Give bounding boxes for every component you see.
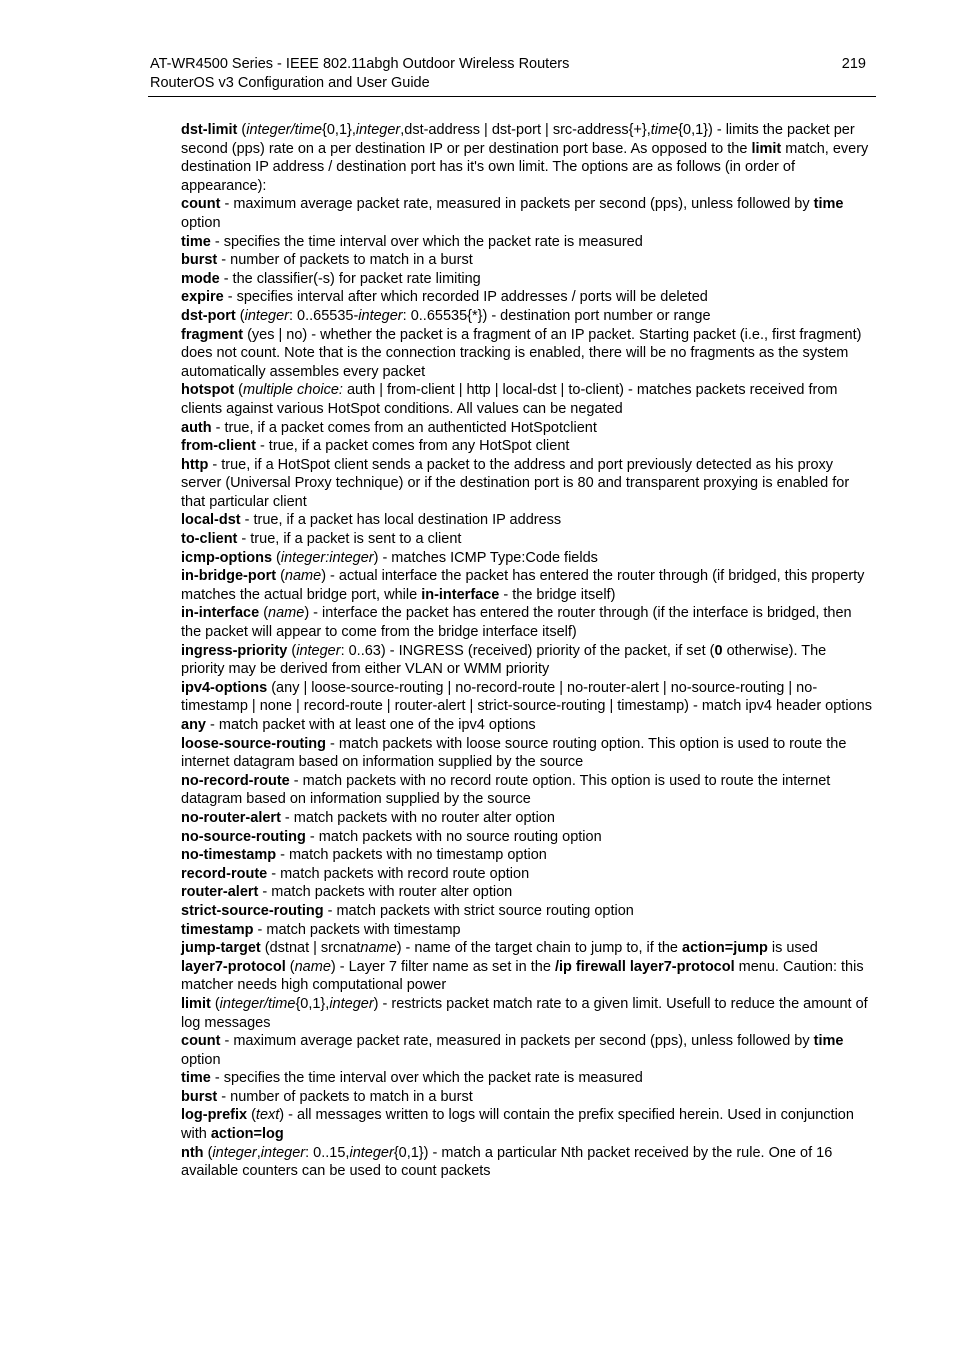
entry-text: option: [181, 1051, 221, 1068]
entry-text: ) - restricts packet match rate to a given limit. Usefull to reduce the amount of log messages: [181, 995, 868, 1031]
term-name: nth: [181, 1144, 204, 1161]
entry-text: is used: [767, 940, 818, 957]
term-name: loose-source-routing: [181, 735, 327, 752]
term-name: 0: [714, 642, 723, 659]
entry-text: - match packets with no source routing option: [305, 828, 602, 845]
definition-entry: [181, 567, 873, 604]
entry-text: - match packets with loose source routing option. This option is used to route the internet datagram based on information supplied by the source: [181, 735, 847, 771]
definition-entry: [181, 828, 873, 847]
term-name: count: [181, 1033, 221, 1050]
term-name: auth: [181, 419, 212, 436]
entry-text: - number of packets to match in a burst: [217, 252, 473, 269]
entry-text: - true, if a packet is sent to a client: [237, 531, 462, 548]
definition-entry: [181, 1069, 873, 1088]
type-spec: time: [650, 122, 679, 138]
entry-text: option: [181, 214, 221, 231]
definition-entry: [181, 549, 873, 568]
term-name: jump-target: [181, 940, 261, 957]
type-spec: integer: [349, 1144, 394, 1161]
entry-text: ) - actual interface the packet has entered the router through (if bridged, this property matches the actual bridge port, while: [181, 568, 865, 603]
definition-entry: [181, 307, 873, 326]
entry-text: - true, if a packet comes from an authenticted HotSpotclient: [211, 419, 597, 436]
entry-text: otherwise). The priority may be derived from either VLAN or WMM priority: [181, 642, 827, 678]
entry-text: auth | from-client | http | local-dst | to-client) - matches packets received from clients against various HotSpot conditions. All values can be negated: [181, 382, 838, 417]
entry-text: (: [259, 605, 269, 622]
term-name: dst-limit: [181, 122, 238, 138]
term-name: any: [181, 717, 206, 733]
type-spec: name: [294, 958, 331, 975]
term-name: from-client: [181, 438, 256, 455]
definition-entry: [181, 902, 873, 921]
term-name: router-alert: [181, 884, 259, 901]
header-title-line1: AT-WR4500 Series - IEEE 802.11abgh Outdoor Wireless Routers: [150, 56, 570, 72]
entry-text: - match packets with strict source routing option: [323, 902, 634, 919]
term-name: /ip firewall layer7-protocol: [554, 958, 735, 975]
definition-entry: [181, 809, 873, 828]
definition-entry: [181, 288, 873, 307]
term-name: limit: [181, 995, 211, 1012]
definition-entry: [181, 642, 873, 679]
term-name: expire: [181, 289, 224, 306]
definition-entry: [181, 772, 873, 809]
entry-text: : 0..15,: [305, 1144, 350, 1161]
term-name: ingress-priority: [181, 642, 288, 659]
type-spec: integer: [296, 642, 341, 659]
definition-entry: [181, 195, 873, 232]
term-name: in-bridge-port: [181, 568, 277, 585]
definition-entry: [181, 1032, 873, 1069]
entry-text: (: [237, 122, 247, 138]
term-name: hotspot: [181, 382, 235, 399]
entry-text: - the bridge itself): [499, 586, 616, 603]
page-number: 219: [841, 56, 866, 72]
definition-entry: [181, 865, 873, 884]
definition-entry: [181, 233, 873, 252]
definition-entry: [181, 381, 873, 418]
definition-entry: [181, 1088, 873, 1107]
definition-entry: [181, 958, 873, 995]
entry-text: - specifies the time interval over which the packet rate is measured: [210, 1070, 643, 1087]
type-spec: text: [255, 1107, 280, 1124]
entry-text: (: [272, 549, 281, 566]
definition-entry: [181, 604, 873, 641]
entry-text: - number of packets to match in a burst: [217, 1088, 473, 1105]
type-spec: integer: [355, 122, 401, 138]
entry-text: {0,1},: [295, 995, 330, 1012]
entry-text: - true, if a packet has local destination IP address: [240, 512, 562, 529]
type-spec: integer/time: [246, 122, 323, 138]
definition-entry: [181, 735, 873, 772]
entry-text: ) - interface the packet has entered the router through (if the interface is bridged, then the packet will appear to come from the bridge interface itself): [181, 605, 852, 641]
term-name: http: [181, 456, 209, 473]
type-spec: integer: [260, 1144, 306, 1161]
definition-entry: [181, 326, 873, 382]
term-name: record-route: [181, 865, 268, 882]
definition-entry: [181, 1144, 873, 1181]
entry-text: (: [287, 642, 297, 659]
entry-text: ) - name of the target chain to jump to, if the: [396, 940, 683, 957]
type-spec: integer:integer: [280, 549, 374, 566]
entry-text: - maximum average packet rate, measured in packets per second (pps), unless followed by: [220, 196, 814, 213]
entry-text: - match packets with no timestamp option: [276, 847, 547, 864]
entry-text: - match packets with router alter option: [258, 884, 513, 901]
term-name: timestamp: [181, 921, 254, 938]
entry-text: - maximum average packet rate, measured in packets per second (pps), unless followed by: [220, 1033, 814, 1050]
definition-entry: [181, 270, 873, 289]
type-spec: name: [360, 940, 397, 957]
term-name: action=log: [210, 1126, 284, 1143]
term-name: no-source-routing: [181, 828, 306, 845]
definition-entry: [181, 939, 873, 958]
type-spec: integer/time: [219, 995, 296, 1012]
entry-text: (: [247, 1107, 256, 1124]
term-name: local-dst: [181, 512, 241, 529]
term-name: dst-port: [181, 307, 236, 324]
term-name: limit: [751, 140, 782, 157]
entry-text: (: [235, 307, 245, 324]
entry-text: - specifies interval after which recorded IP addresses / ports will be deleted: [223, 289, 708, 306]
term-name: time: [181, 233, 211, 250]
entry-text: - match packets with record route option: [267, 865, 530, 882]
entry-text: : 0..63) - INGRESS (received) priority of the packet, if set (: [340, 642, 715, 659]
term-name: time: [181, 1070, 211, 1087]
definition-entry: [181, 1106, 873, 1143]
header-title-line2: RouterOS v3 Configuration and User Guide: [150, 75, 430, 91]
definition-entry: [181, 251, 873, 270]
entry-text: - match packets with no record route option. This option is used to route the internet datagram based on information supplied by the source: [181, 772, 831, 808]
term-name: time: [813, 196, 844, 213]
term-name: no-timestamp: [181, 847, 277, 864]
term-name: layer7-protocol: [181, 958, 286, 975]
entry-text: (yes | no) - whether the packet is a fragment of an IP packet. Starting packet (i.e., first fragment) does not count. Note that is the connection tracking is enabled, there will be no fragments as the system automatically assembles every packet: [181, 326, 862, 380]
page-header: [150, 55, 866, 93]
entry-text: - specifies the time interval over which the packet rate is measured: [210, 233, 643, 250]
type-spec: integer: [212, 1144, 257, 1161]
type-spec: integer: [244, 307, 289, 324]
entry-text: match, every destination IP address / destination port has it's own limit. The options are as follows (in order of appearance):: [181, 140, 869, 194]
term-name: no-router-alert: [181, 809, 281, 826]
entry-text: menu. Caution: this matcher needs high computational power: [181, 958, 864, 994]
entry-text: - the classifier(-s) for packet rate limiting: [219, 270, 481, 287]
definition-entry: [181, 995, 873, 1032]
term-name: burst: [181, 1088, 218, 1105]
type-spec: name: [268, 605, 305, 622]
definition-entry: [181, 456, 873, 512]
term-name: no-record-route: [181, 772, 290, 789]
term-name: in-interface: [421, 586, 500, 603]
entry-text: - true, if a HotSpot client sends a packet to the address and port previously detected as his proxy server (Universal Proxy technique) or if the destination port is 80 and transparent proxying is enabled for that particular client: [181, 456, 850, 510]
definition-entry: [181, 511, 873, 530]
term-name: icmp-options: [181, 549, 273, 566]
entry-text: (any | loose-source-routing | no-record-route | no-router-alert | no-source-routing | no-timestamp | none | record-route | router-alert | strict-source-routing | timestamp) - match ipv4 header options: [181, 679, 872, 715]
entry-text: (: [276, 568, 285, 585]
definition-entry: [181, 716, 873, 735]
definition-entry: [181, 419, 873, 438]
term-name: fragment: [181, 326, 244, 343]
type-spec: integer: [329, 995, 374, 1012]
entry-text: ) - Layer 7 filter name as set in the: [330, 958, 555, 975]
definition-entry: [181, 921, 873, 940]
type-spec: integer: [358, 307, 403, 324]
term-name: action=jump: [682, 940, 768, 957]
definition-list: [181, 121, 873, 1181]
entry-text: (: [210, 995, 220, 1012]
term-name: in-interface: [181, 605, 260, 622]
entry-text: - match packets with no router alter option: [280, 809, 555, 826]
term-name: mode: [181, 270, 220, 287]
term-name: time: [813, 1033, 844, 1050]
entry-text: {0,1}) - limits the packet per second (pps) rate on a per destination IP or per destination port base. As opposed to the: [181, 122, 855, 157]
entry-text: - match packet with at least one of the ipv4 options: [206, 717, 536, 733]
entry-text: {0,1}) - match a particular Nth packet received by the rule. One of 16 available counters can be used to count packets: [181, 1144, 833, 1180]
entry-text: {0,1},: [322, 122, 356, 138]
definition-entry: [181, 846, 873, 865]
definition-entry: [181, 530, 873, 549]
entry-text: : 0..65535{*}) - destination port number or range: [402, 307, 711, 324]
entry-text: (: [203, 1144, 213, 1161]
type-spec: name: [284, 568, 322, 585]
type-spec: multiple choice:: [243, 382, 343, 399]
entry-text: (dstnat | srcnat: [260, 940, 361, 957]
entry-text: ,: [256, 1144, 261, 1161]
entry-text: (: [234, 382, 244, 399]
definition-entry: [181, 437, 873, 456]
entry-text: : 0..65535-: [288, 307, 359, 324]
entry-text: ,dst-address | dst-port | src-address{+},: [400, 122, 651, 138]
definition-entry: [181, 121, 873, 195]
definition-entry: [181, 679, 873, 716]
term-name: log-prefix: [181, 1107, 248, 1124]
header-divider: [148, 96, 876, 97]
term-name: count: [181, 196, 221, 213]
entry-text: (: [285, 958, 295, 975]
term-name: strict-source-routing: [181, 902, 324, 919]
entry-text: ) - all messages written to logs will contain the prefix specified herein. Used in conjunction with: [181, 1107, 854, 1143]
term-name: ipv4-options: [181, 679, 268, 696]
entry-text: ) - matches ICMP Type:Code fields: [373, 549, 598, 566]
term-name: to-client: [181, 531, 238, 548]
term-name: burst: [181, 252, 218, 269]
entry-text: - true, if a packet comes from any HotSpot client: [255, 438, 570, 455]
definition-entry: [181, 883, 873, 902]
entry-text: - match packets with timestamp: [253, 921, 461, 938]
